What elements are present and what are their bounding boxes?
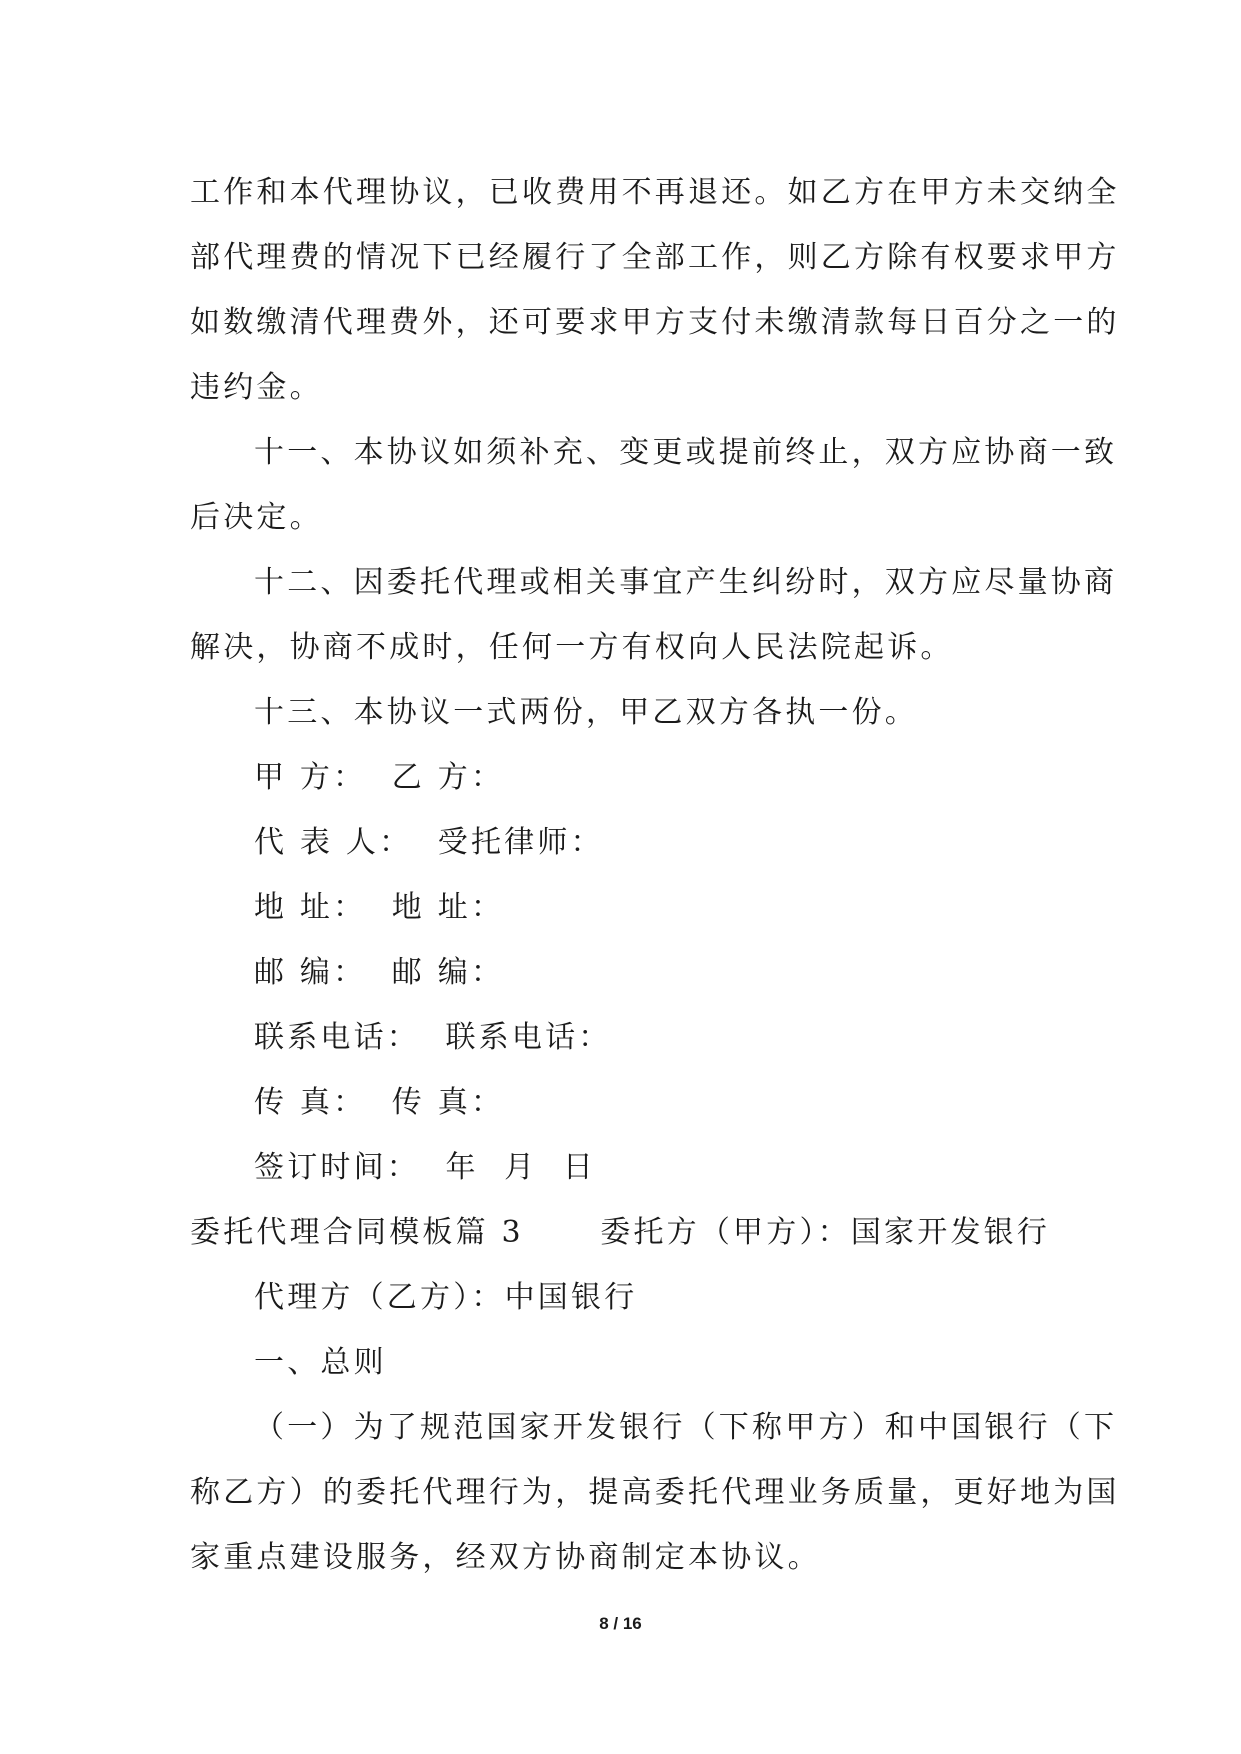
representative-line: 代 表 人： 受托律师： [254, 825, 604, 860]
clause-twelve: 十二、因委托代理或相关事宜产生纠纷时，双方应尽量协商 [254, 565, 1118, 600]
postcode-line: 邮 编： 邮 编： [254, 955, 505, 990]
paragraph-line: 部代理费的情况下已经履行了全部工作，则乙方除有权要求甲方 [190, 240, 1120, 275]
phone-line: 联系电话： 联系电话： [254, 1020, 612, 1055]
paragraph-line: （一）为了规范国家开发银行（下称甲方）和中国银行（下 [254, 1410, 1118, 1445]
paragraph-line: 解决，协商不成时，任何一方有权向人民法院起诉。 [190, 630, 954, 665]
fax-line: 传 真： 传 真： [254, 1085, 505, 1120]
agent-party-line: 代理方（乙方）：中国银行 [254, 1280, 638, 1315]
paragraph-line: 违约金。 [190, 370, 323, 405]
template-heading: 委托代理合同模板篇 3 委托方（甲方）：国家开发银行 [190, 1215, 1051, 1250]
party-line: 甲 方： 乙 方： [254, 760, 505, 795]
paragraph-line: 如数缴清代理费外，还可要求甲方支付未缴清款每日百分之一的 [190, 305, 1120, 340]
section-heading: 一、总则 [254, 1345, 387, 1380]
paragraph-line: 后决定。 [190, 500, 323, 535]
clause-thirteen: 十三、本协议一式两份，甲乙双方各执一份。 [254, 695, 918, 730]
document-body [190, 160, 1120, 1590]
paragraph-line: 称乙方）的委托代理行为，提高委托代理业务质量，更好地为国 [190, 1475, 1120, 1510]
address-line: 地 址： 地 址： [254, 890, 505, 925]
signing-date-line: 签订时间： 年 月 日 [254, 1150, 597, 1185]
paragraph-line: 家重点建设服务，经双方协商制定本协议。 [190, 1540, 821, 1575]
paragraph-line: 工作和本代理协议，已收费用不再退还。如乙方在甲方未交纳全 [190, 175, 1120, 210]
page-number: 8 / 16 [599, 1614, 642, 1633]
clause-eleven: 十一、本协议如须补充、变更或提前终止，双方应协商一致 [254, 435, 1118, 470]
